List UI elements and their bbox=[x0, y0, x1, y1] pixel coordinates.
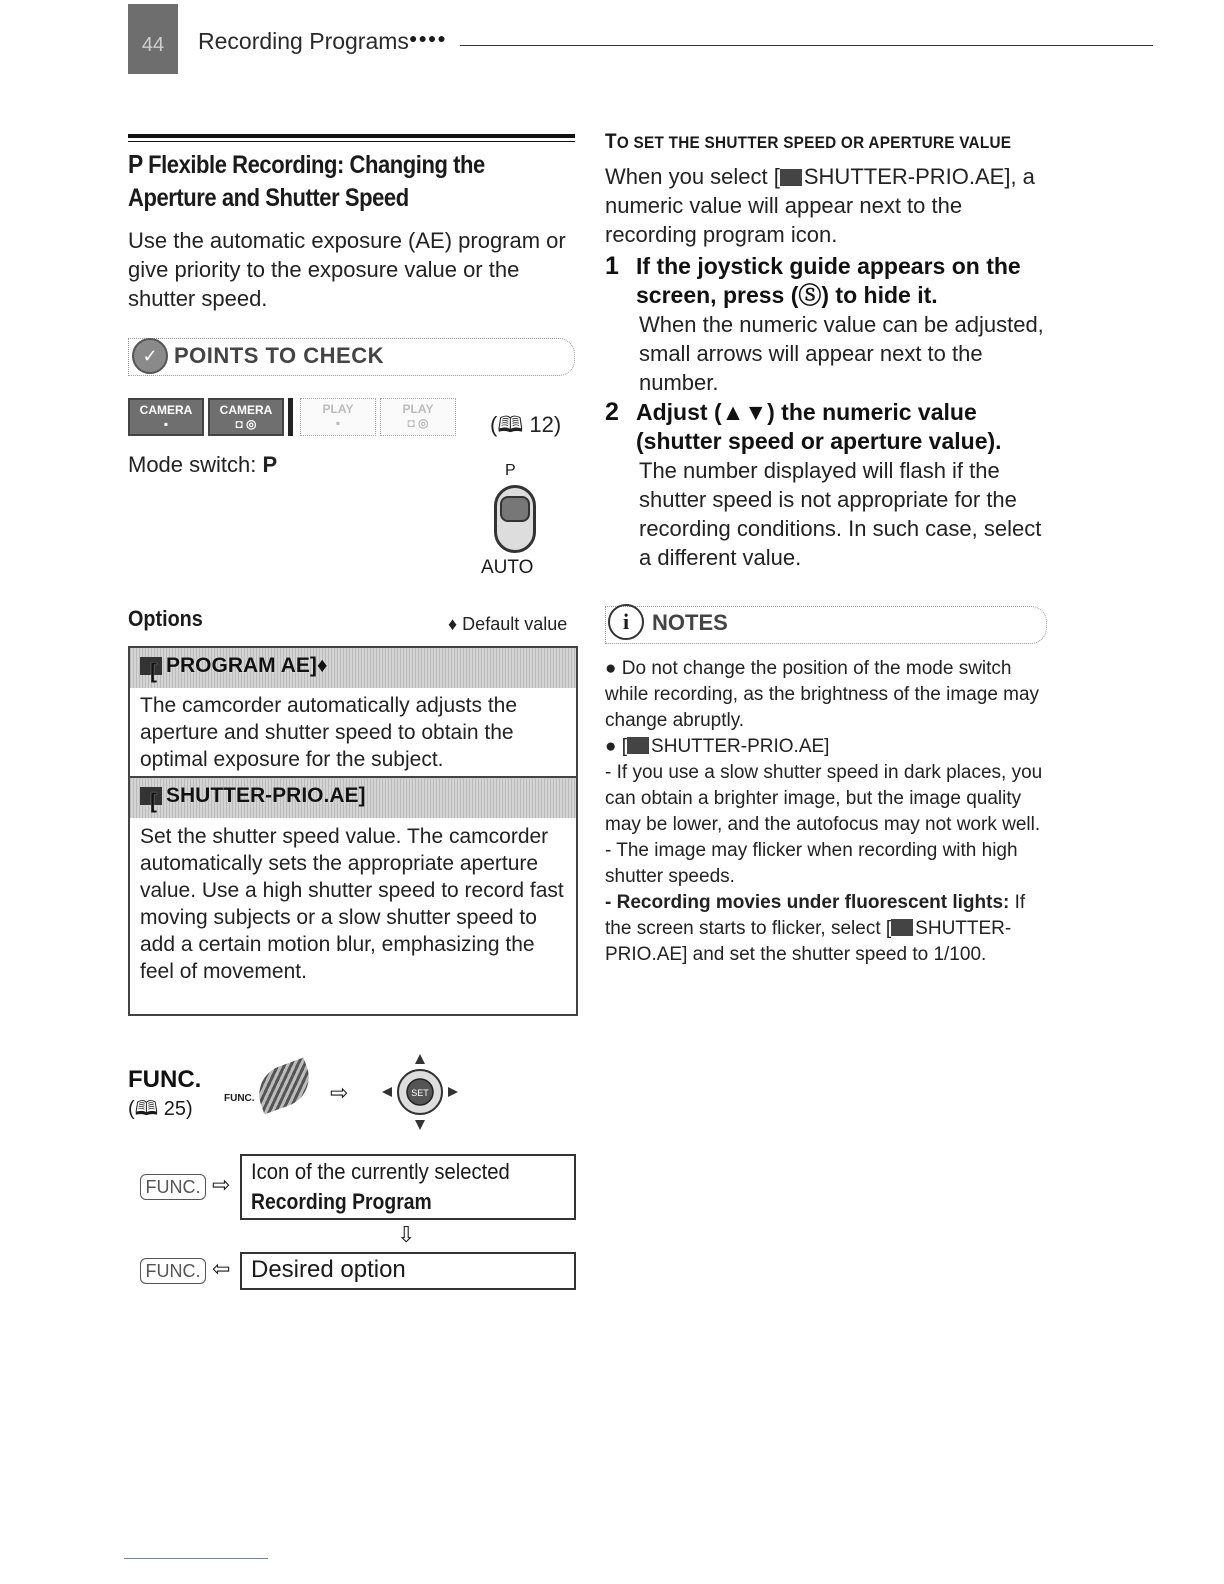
note-item: - If you use a slow shutter speed in dark places, you can obtain a brighter image, but the image quality may be lower, and the autofocus may not work well. bbox=[605, 762, 1043, 835]
mode-switch-knob-icon bbox=[500, 496, 530, 522]
mode-switch-text bbox=[128, 452, 277, 478]
mode-label: CAMERA bbox=[219, 403, 273, 417]
tv-icon bbox=[627, 737, 649, 754]
option-bracket: [ bbox=[150, 790, 157, 813]
flow-step-text: Desired option bbox=[251, 1256, 406, 1283]
step-title: If the joystick guide appears on the screen, press (Ⓢ) to hide it. bbox=[636, 253, 1021, 308]
mode-sublabel: ◘ ◎ bbox=[407, 416, 429, 430]
right-arrow-icon: ⇨ bbox=[330, 1080, 349, 1105]
note-bold: - Recording movies under fluorescent lights: bbox=[605, 892, 1010, 913]
intro-text: When you select [ bbox=[605, 164, 780, 189]
option-header-program-ae bbox=[130, 648, 576, 688]
page-reference: (🕮 12) bbox=[490, 412, 562, 437]
flow-step-current-icon bbox=[240, 1154, 576, 1220]
header-rule bbox=[460, 45, 1153, 46]
section-title-line1: Flexible Recording: Changing the bbox=[148, 151, 485, 179]
right-arrow-icon: ⇨ bbox=[212, 1172, 231, 1197]
mode-label: CAMERA bbox=[139, 403, 193, 417]
right-intro bbox=[605, 162, 1050, 249]
note-item: - The image may flicker when recording with high shutter speeds. bbox=[605, 840, 1018, 887]
intro-text: SHUTTER-PRIO.AE], a numeric value will appear next to the recording program icon. bbox=[605, 164, 1035, 247]
flow-step-desired-option bbox=[240, 1252, 576, 1290]
mode-play-tape bbox=[300, 398, 376, 436]
svg-text:SET: SET bbox=[411, 1088, 429, 1098]
joystick-icon bbox=[382, 1054, 458, 1130]
mode-label: PLAY bbox=[402, 402, 434, 416]
func-button-label: FUNC. bbox=[224, 1093, 255, 1104]
section-rule-thin bbox=[128, 141, 575, 142]
option-name-text: SHUTTER-PRIO.AE] bbox=[166, 784, 366, 807]
options-table bbox=[128, 646, 578, 1016]
left-arrow-icon: ⇦ bbox=[212, 1256, 231, 1281]
note-text: If the screen starts to flicker, select [ bbox=[605, 892, 1026, 939]
section-rule bbox=[128, 134, 575, 138]
step-num: 1 bbox=[605, 252, 619, 280]
program-p-icon: P bbox=[128, 149, 143, 179]
notes-text bbox=[605, 656, 1055, 968]
step-title: Adjust (▲▼) the numeric value (shutter speed or aperture value). bbox=[636, 399, 1002, 454]
mode-switch-value: P bbox=[262, 452, 278, 477]
mode-switch-label: Mode switch: bbox=[128, 452, 257, 477]
mode-label: PLAY bbox=[322, 402, 354, 416]
options-title: Options bbox=[128, 606, 203, 631]
note-item bbox=[605, 734, 1055, 760]
info-icon: i bbox=[608, 604, 644, 640]
option-description: Set the shutter speed value. The camcorder automatically sets the appropriate aperture value. Use a high shutter speed to record fast moving subjects or a slow shutter speed to add a certain motion blur, emphasizing the feel of movement. bbox=[140, 825, 564, 983]
step-number bbox=[605, 398, 619, 427]
option-bracket: [ bbox=[150, 660, 157, 683]
heading-rest: O SET THE SHUTTER SPEED OR APERTURE VALUE bbox=[616, 133, 1012, 152]
points-to-check-label: POINTS TO CHECK bbox=[174, 343, 385, 368]
mode-play-card bbox=[380, 398, 456, 436]
func-page-reference: (🕮 25) bbox=[128, 1098, 193, 1120]
checkmark-icon: ✓ bbox=[132, 338, 168, 374]
option-description: The camcorder automatically adjusts the aperture and shutter speed to obtain the optimal exposure for the subject. bbox=[140, 694, 518, 771]
note-item: ● Do not change the position of the mode switch while recording, as the brightness of the image may change abruptly. bbox=[605, 658, 1040, 731]
page-number: 44 bbox=[128, 4, 178, 74]
step-num: 2 bbox=[605, 398, 619, 426]
default-value-note: ♦ Default value bbox=[448, 614, 568, 634]
note-item bbox=[605, 890, 1055, 968]
step-number bbox=[605, 252, 619, 281]
option-name bbox=[140, 784, 366, 813]
mode-camera-card bbox=[208, 398, 284, 436]
flow-step-text-bold: Recording Program bbox=[251, 1189, 432, 1214]
heading-initial: T bbox=[605, 130, 617, 153]
tv-icon bbox=[780, 169, 802, 186]
section-title bbox=[128, 148, 579, 215]
section-title-line2: Aperture and Shutter Speed bbox=[128, 184, 409, 212]
mode-sublabel: ▪ bbox=[163, 417, 169, 431]
section-intro: Use the automatic exposure (AE) program or give priority to the exposure value or the shutter speed. bbox=[128, 228, 566, 311]
footer-line bbox=[124, 1558, 268, 1559]
step-body: When the numeric value can be adjusted, small arrows will appear next to the number. bbox=[639, 312, 1044, 395]
note-text: SHUTTER-PRIO.AE] bbox=[651, 736, 830, 757]
page-header-title: Recording Programs bbox=[198, 28, 409, 54]
note-text: SHUTTER-PRIO.AE] and set the shutter speed to 1/100. bbox=[605, 918, 1012, 965]
mode-separator bbox=[288, 398, 293, 436]
switch-auto-label: AUTO bbox=[481, 557, 534, 578]
option-header-shutter-prio bbox=[130, 778, 576, 818]
tv-icon bbox=[891, 919, 913, 936]
mode-sublabel: ◘ ◎ bbox=[235, 417, 257, 431]
func-button-icon bbox=[251, 1058, 317, 1115]
header-dots: ●●●● bbox=[409, 30, 447, 46]
switch-p-label: P bbox=[505, 462, 516, 479]
step-body: The number displayed will flash if the shutter speed is not appropriate for the recording conditions. In such case, select a different value. bbox=[639, 458, 1042, 570]
func-button: FUNC. bbox=[140, 1258, 206, 1284]
func-button: FUNC. bbox=[140, 1174, 206, 1200]
note-text: ● [ bbox=[605, 736, 628, 757]
mode-camera-tape bbox=[128, 398, 204, 436]
notes-label: NOTES bbox=[652, 610, 728, 635]
down-arrow-icon: ⇩ bbox=[397, 1222, 416, 1247]
func-title: FUNC. bbox=[128, 1066, 202, 1093]
mode-sublabel: ▪ bbox=[335, 416, 341, 430]
option-name bbox=[140, 654, 328, 683]
flow-step-text: Icon of the currently selected bbox=[251, 1159, 510, 1184]
option-name-text: PROGRAM AE]♦ bbox=[166, 654, 328, 677]
right-heading bbox=[605, 130, 1011, 154]
